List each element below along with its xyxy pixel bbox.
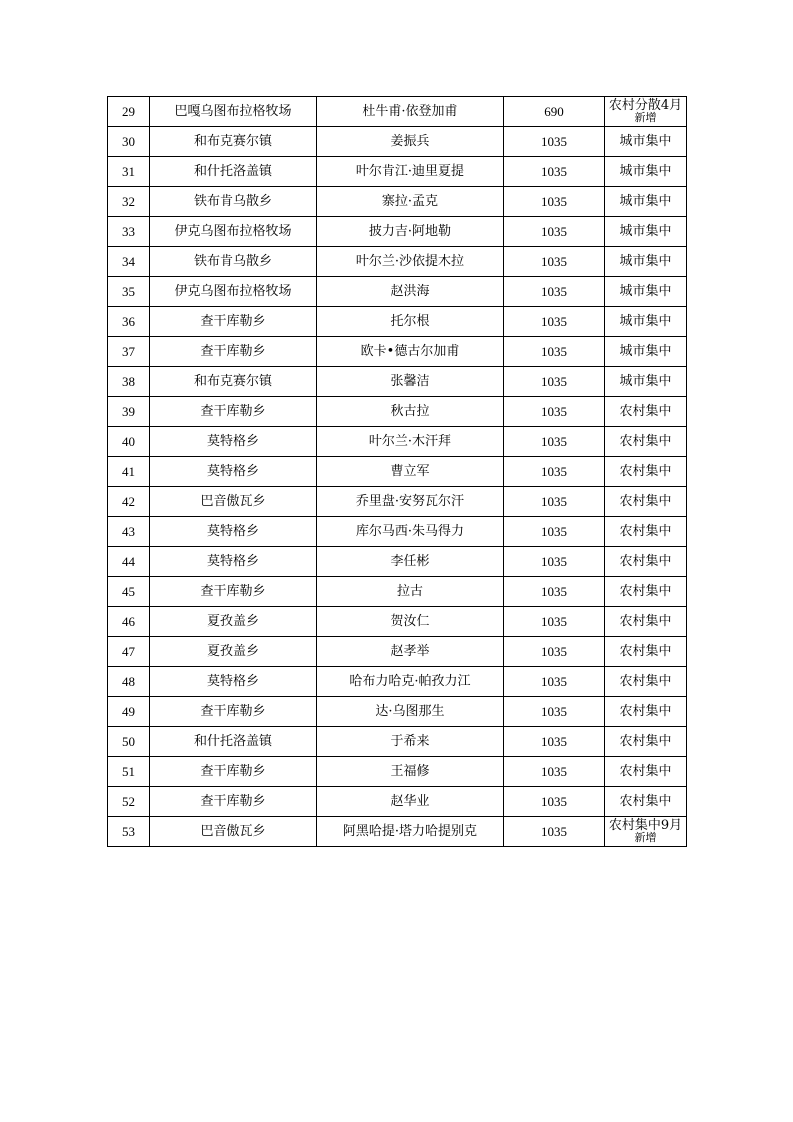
township-cell: 巴音傲瓦乡 [150, 817, 317, 847]
category-text: 农村集中 [619, 584, 672, 599]
row-number-cell: 41 [108, 457, 150, 487]
category-cell [605, 307, 687, 337]
person-name-cell: 披力吉·阿地勒 [317, 217, 504, 247]
table-row [108, 427, 687, 457]
township-cell: 莫特格乡 [150, 427, 317, 457]
amount-cell: 1035 [504, 517, 605, 547]
township-cell: 夏孜盖乡 [150, 637, 317, 667]
amount-cell: 1035 [504, 127, 605, 157]
person-name-cell: 杜牛甫·依登加甫 [317, 97, 504, 127]
table-row [108, 97, 687, 127]
category-cell [605, 697, 687, 727]
category-cell [605, 667, 687, 697]
township-cell: 夏孜盖乡 [150, 607, 317, 637]
table-row [108, 187, 687, 217]
person-name-cell: 叶尔兰·沙依提木拉 [317, 247, 504, 277]
amount-cell: 1035 [504, 217, 605, 247]
township-cell: 伊克乌图布拉格牧场 [150, 217, 317, 247]
row-number-cell: 36 [108, 307, 150, 337]
table-row [108, 247, 687, 277]
table-row [108, 787, 687, 817]
amount-cell: 1035 [504, 637, 605, 667]
person-name-cell: 贺汝仁 [317, 607, 504, 637]
category-cell [605, 787, 687, 817]
category-text: 农村集中 [619, 434, 672, 449]
category-text: 农村集中 [619, 524, 672, 539]
table-row [108, 487, 687, 517]
township-cell: 伊克乌图布拉格牧场 [150, 277, 317, 307]
amount-cell: 1035 [504, 427, 605, 457]
category-text: 农村集中 [619, 794, 672, 809]
category-text: 城市集中 [619, 134, 672, 149]
township-cell: 和什托洛盖镇 [150, 727, 317, 757]
table-row [108, 697, 687, 727]
category-text: 农村集中 [619, 644, 672, 659]
township-cell: 查干库勒乡 [150, 787, 317, 817]
person-name-cell: 叶尔肯江·迪里夏提 [317, 157, 504, 187]
person-name-cell: 张馨洁 [317, 367, 504, 397]
category-text: 农村集中 [619, 554, 672, 569]
category-text: 农村集中 [619, 464, 672, 479]
row-number-cell: 52 [108, 787, 150, 817]
person-name-cell: 赵洪海 [317, 277, 504, 307]
township-cell: 查干库勒乡 [150, 697, 317, 727]
roster-table [107, 96, 687, 847]
row-number-cell: 46 [108, 607, 150, 637]
category-cell [605, 487, 687, 517]
row-number-cell: 51 [108, 757, 150, 787]
table-row [108, 517, 687, 547]
amount-cell: 1035 [504, 277, 605, 307]
amount-cell: 1035 [504, 157, 605, 187]
category-text: 城市集中 [619, 284, 672, 299]
amount-cell: 1035 [504, 307, 605, 337]
table-row [108, 277, 687, 307]
category-cell [605, 127, 687, 157]
person-name-cell: 赵华业 [317, 787, 504, 817]
person-name-cell: 达·乌图那生 [317, 697, 504, 727]
township-cell: 巴嘎乌图布拉格牧场 [150, 97, 317, 127]
category-cell [605, 517, 687, 547]
township-cell: 查干库勒乡 [150, 757, 317, 787]
row-number-cell: 39 [108, 397, 150, 427]
table-row [108, 307, 687, 337]
category-text: 城市集中 [619, 224, 672, 239]
category-cell [605, 607, 687, 637]
category-text: 城市集中 [619, 164, 672, 179]
category-note: 新增 [634, 111, 657, 124]
township-cell: 和布克赛尔镇 [150, 367, 317, 397]
person-name-cell: 姜振兵 [317, 127, 504, 157]
person-name-cell: 秋古拉 [317, 397, 504, 427]
table-row [108, 577, 687, 607]
person-name-cell: 李任彬 [317, 547, 504, 577]
category-text: 农村集中 [619, 704, 672, 719]
amount-cell: 1035 [504, 727, 605, 757]
table-row [108, 337, 687, 367]
township-cell: 和什托洛盖镇 [150, 157, 317, 187]
amount-cell: 690 [504, 97, 605, 127]
person-name-cell: 拉古 [317, 577, 504, 607]
category-cell [605, 427, 687, 457]
category-text: 农村集中 [619, 764, 672, 779]
row-number-cell: 34 [108, 247, 150, 277]
category-cell [605, 97, 687, 127]
township-cell: 巴音傲瓦乡 [150, 487, 317, 517]
amount-cell: 1035 [504, 787, 605, 817]
amount-cell: 1035 [504, 397, 605, 427]
township-cell: 查干库勒乡 [150, 577, 317, 607]
category-cell [605, 547, 687, 577]
row-number-cell: 35 [108, 277, 150, 307]
person-name-cell: 王福修 [317, 757, 504, 787]
amount-cell: 1035 [504, 367, 605, 397]
table-row [108, 727, 687, 757]
township-cell: 查干库勒乡 [150, 307, 317, 337]
category-cell [605, 367, 687, 397]
row-number-cell: 38 [108, 367, 150, 397]
table-row [108, 217, 687, 247]
category-text: 城市集中 [619, 254, 672, 269]
category-text: 农村集中 [619, 674, 672, 689]
township-cell: 查干库勒乡 [150, 397, 317, 427]
row-number-cell: 49 [108, 697, 150, 727]
category-cell [605, 727, 687, 757]
row-number-cell: 32 [108, 187, 150, 217]
row-number-cell: 30 [108, 127, 150, 157]
table-row [108, 637, 687, 667]
person-name-cell: 赵孝举 [317, 637, 504, 667]
township-cell: 和布克赛尔镇 [150, 127, 317, 157]
township-cell: 莫特格乡 [150, 457, 317, 487]
category-cell [605, 337, 687, 367]
category-cell [605, 247, 687, 277]
category-cell [605, 637, 687, 667]
row-number-cell: 44 [108, 547, 150, 577]
category-text: 农村集中 [619, 404, 672, 419]
category-text: 城市集中 [619, 344, 672, 359]
amount-cell: 1035 [504, 457, 605, 487]
person-name-cell: 欧卡•德古尔加甫 [317, 337, 504, 367]
amount-cell: 1035 [504, 337, 605, 367]
category-text: 农村集中 [619, 734, 672, 749]
row-number-cell: 47 [108, 637, 150, 667]
category-cell [605, 457, 687, 487]
row-number-cell: 31 [108, 157, 150, 187]
amount-cell: 1035 [504, 577, 605, 607]
table-row [108, 457, 687, 487]
table-row [108, 757, 687, 787]
table-row [108, 127, 687, 157]
table-row [108, 607, 687, 637]
category-cell [605, 817, 687, 847]
category-cell [605, 277, 687, 307]
row-number-cell: 33 [108, 217, 150, 247]
category-cell [605, 397, 687, 427]
category-cell [605, 217, 687, 247]
category-text: 城市集中 [619, 194, 672, 209]
row-number-cell: 43 [108, 517, 150, 547]
table-row [108, 817, 687, 847]
category-cell [605, 187, 687, 217]
township-cell: 查干库勒乡 [150, 337, 317, 367]
amount-cell: 1035 [504, 757, 605, 787]
row-number-cell: 37 [108, 337, 150, 367]
roster-table-body [108, 97, 687, 847]
amount-cell: 1035 [504, 487, 605, 517]
person-name-cell: 托尔根 [317, 307, 504, 337]
amount-cell: 1035 [504, 817, 605, 847]
category-text: 农村集中 [619, 494, 672, 509]
person-name-cell: 库尔马西·朱马得力 [317, 517, 504, 547]
township-cell: 铁布肯乌散乡 [150, 247, 317, 277]
table-row [108, 367, 687, 397]
amount-cell: 1035 [504, 697, 605, 727]
township-cell: 莫特格乡 [150, 547, 317, 577]
category-text: 农村集中9月 [608, 818, 683, 833]
person-name-cell: 于希来 [317, 727, 504, 757]
row-number-cell: 29 [108, 97, 150, 127]
person-name-cell: 乔里盘·安努瓦尔汗 [317, 487, 504, 517]
township-cell: 铁布肯乌散乡 [150, 187, 317, 217]
amount-cell: 1035 [504, 247, 605, 277]
category-text: 城市集中 [619, 314, 672, 329]
person-name-cell: 曹立军 [317, 457, 504, 487]
person-name-cell: 叶尔兰·木汗拜 [317, 427, 504, 457]
person-name-cell: 寨拉·孟克 [317, 187, 504, 217]
row-number-cell: 42 [108, 487, 150, 517]
table-row [108, 397, 687, 427]
amount-cell: 1035 [504, 187, 605, 217]
category-cell [605, 577, 687, 607]
category-text: 城市集中 [619, 374, 672, 389]
row-number-cell: 50 [108, 727, 150, 757]
row-number-cell: 45 [108, 577, 150, 607]
amount-cell: 1035 [504, 547, 605, 577]
category-cell [605, 757, 687, 787]
person-name-cell: 阿黑哈提·塔力哈提别克 [317, 817, 504, 847]
table-row [108, 157, 687, 187]
category-text: 农村集中 [619, 614, 672, 629]
township-cell: 莫特格乡 [150, 667, 317, 697]
category-note: 新增 [634, 831, 657, 844]
row-number-cell: 48 [108, 667, 150, 697]
amount-cell: 1035 [504, 667, 605, 697]
township-cell: 莫特格乡 [150, 517, 317, 547]
row-number-cell: 53 [108, 817, 150, 847]
table-row [108, 667, 687, 697]
table-row [108, 547, 687, 577]
category-text: 农村分散4月 [608, 98, 683, 113]
person-name-cell: 哈布力哈克·帕孜力江 [317, 667, 504, 697]
category-cell [605, 157, 687, 187]
amount-cell: 1035 [504, 607, 605, 637]
row-number-cell: 40 [108, 427, 150, 457]
